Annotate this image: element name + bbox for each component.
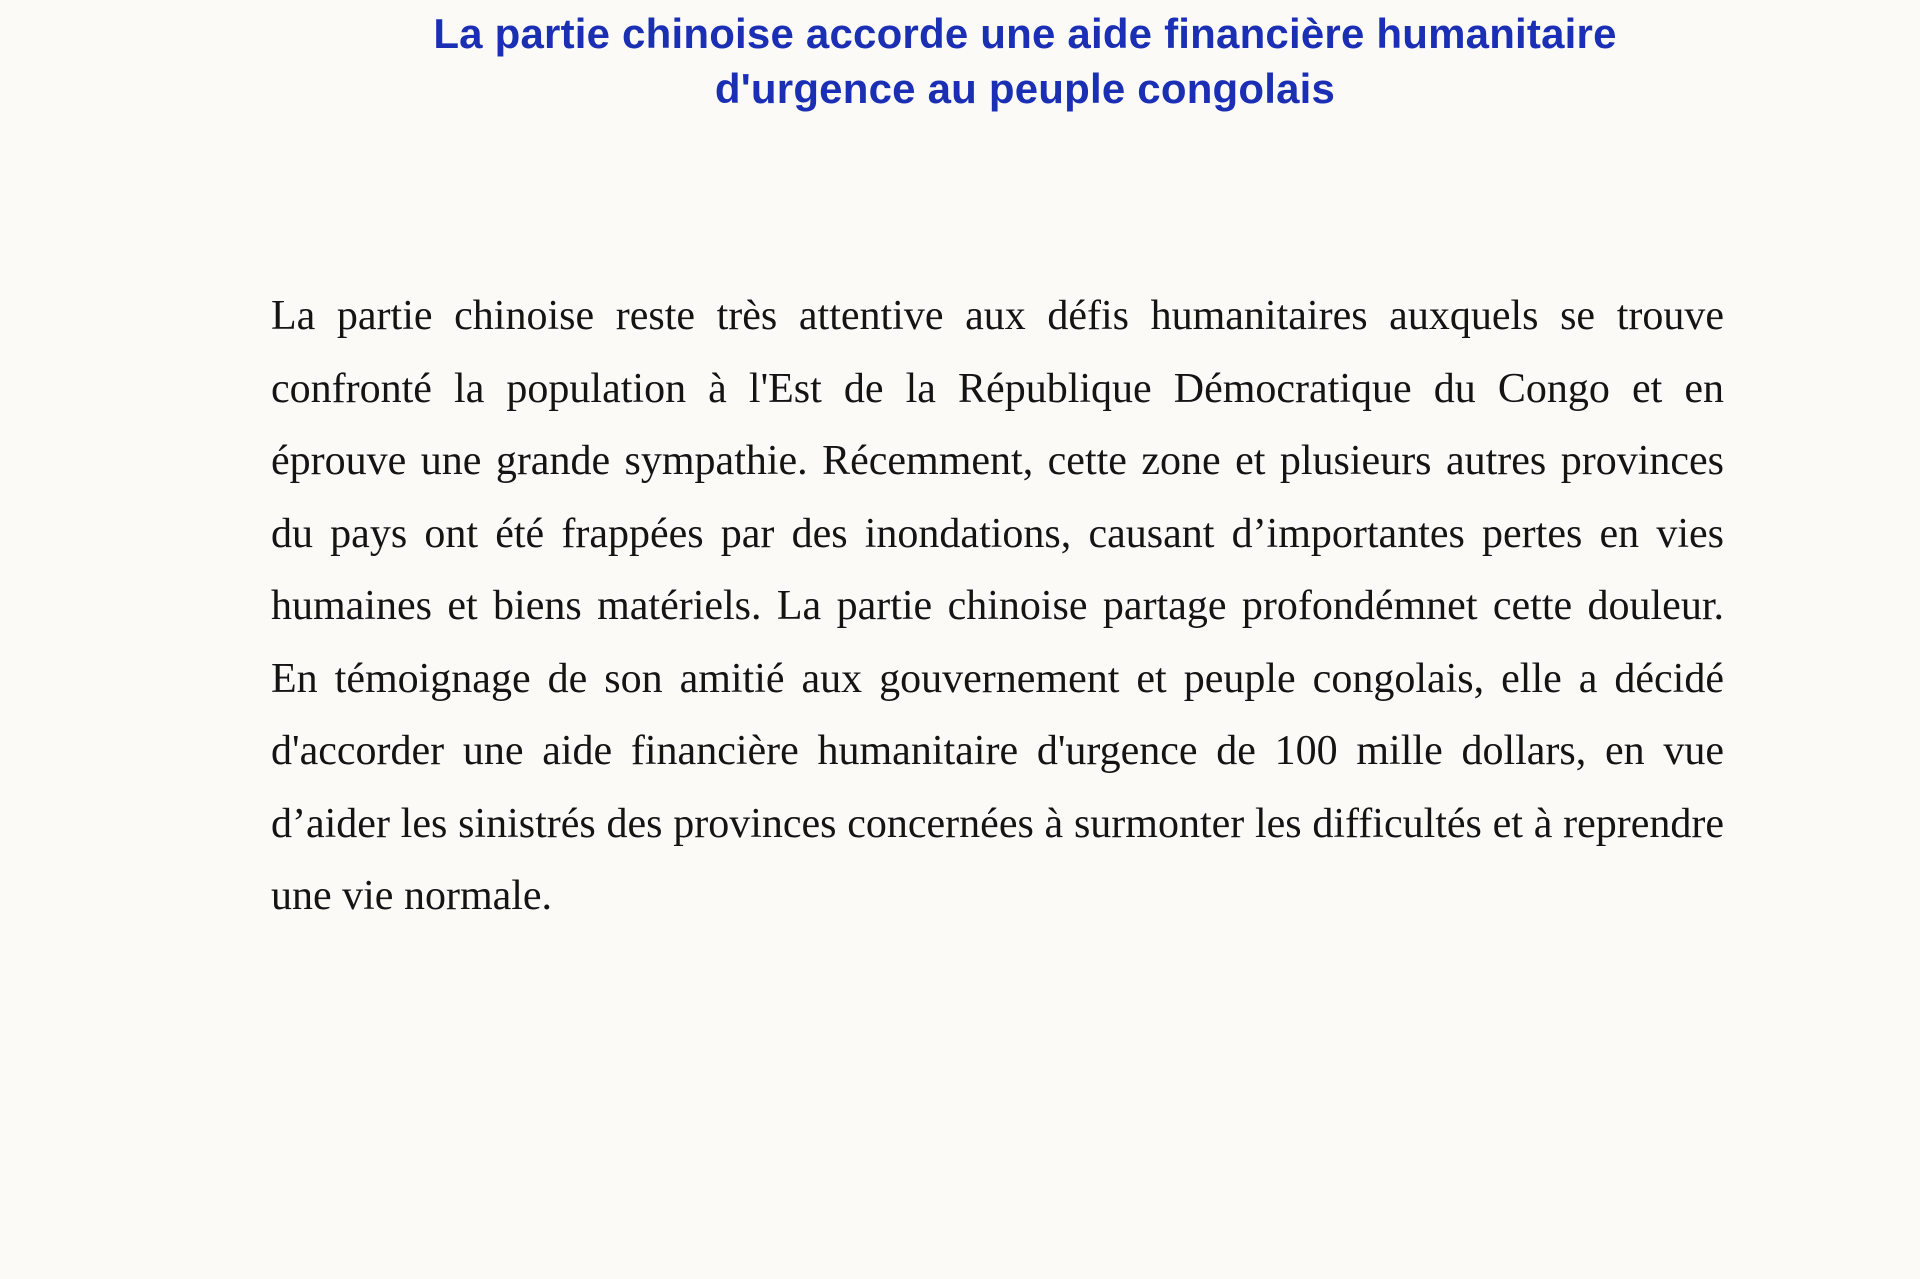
title-line-2: d'urgence au peuple congolais	[714, 65, 1336, 112]
body-paragraph: La partie chinoise reste très attentive aux défis humanitaires auxquels se trouve confronté la population à l'Est de la République Démocratique du Congo et en éprouve une grande sympathie. Récemment, cette zone et plusieurs autres provinces du pays ont été frappées par des inondations, causant d’importantes pertes en vies humaines et biens matériels. La partie chinoise partage profondémnet cette douleur. En témoignage de son amitié aux gouvernement et peuple congolais, elle a décidé d'accorder une aide financière humanitaire d'urgence de 100 mille dollars, en vue d’aider les sinistrés des provinces concernées à surmonter les difficultés et à reprendre une vie normale.	[271, 293, 1724, 919]
title-line-1: La partie chinoise accorde une aide financière humanitaire	[433, 10, 1617, 57]
document-title	[260, 6, 1790, 116]
